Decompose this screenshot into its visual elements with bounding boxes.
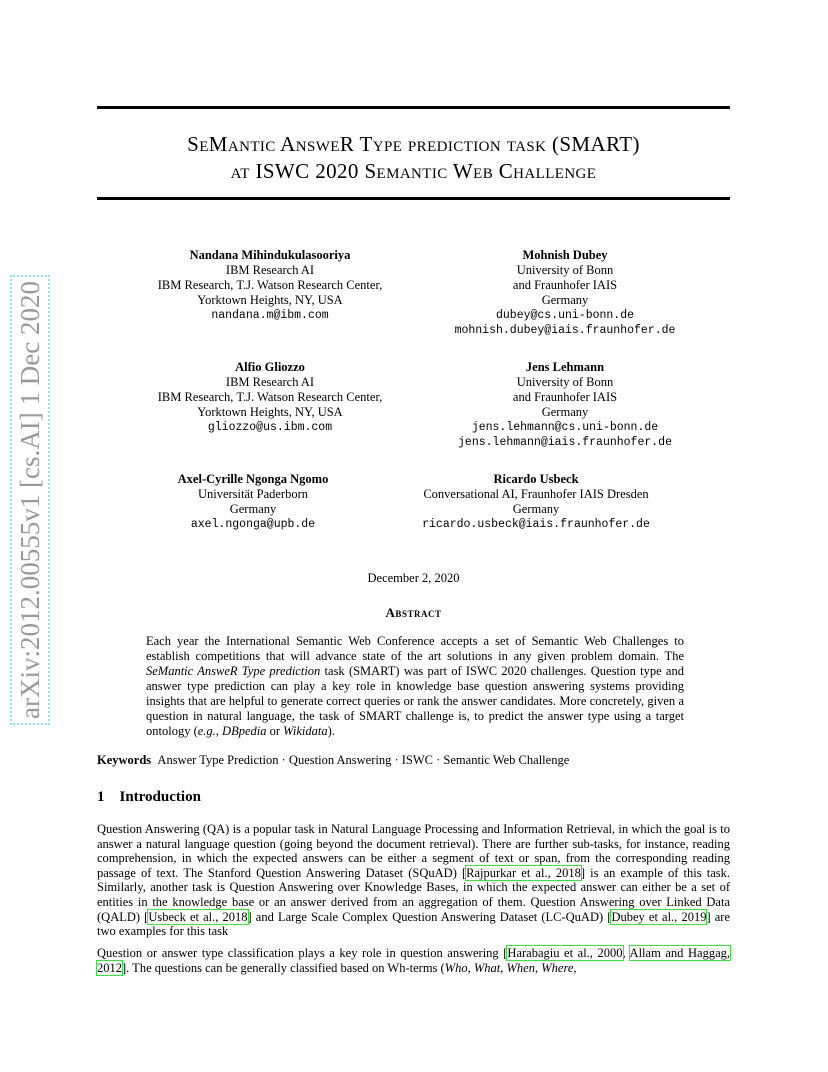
author-affiliation: IBM Research, T.J. Watson Research Center, [157,390,383,404]
arxiv-id: arXiv:2012.00555v1 [cs.AI] 1 Dec 2020 [10,275,50,725]
intro-paragraph-2: Question or answer type classification plays a key role in question answering [Harabagiu et al., 2000, Allam and Haggag, 2012]. The questions can be generally classified based on Wh-terms (Who, What, When, Where, [97,946,730,975]
author-affiliation: Conversational AI, Fraunhofer IAIS Dresden [423,487,649,501]
author-entry [395,360,735,450]
author-affiliation: Germany [229,502,277,516]
author-email[interactable]: jens.lehmann@iais.fraunhofer.de [458,436,672,449]
citation-link[interactable]: Usbeck et al., 2018 [148,909,248,924]
author-affiliation: Germany [541,405,589,419]
keywords-line [97,753,730,768]
abstract-text: Each year the International Semantic Web Conference accepts a set of Semantic Web Challenges to establish competitions that will advance state of the art solutions in any given problem domain. The SeMantic AnsweR Type prediction task (SMART) was part of ISWC 2020 challenges. Question type and answer type prediction can play a key role in knowledge base question answering systems providing insights that are helpful to generate correct queries or rank the answer candidates. More concretely, given a question in natural language, the task of SMART challenge is, to predict the answer type using a target ontology (e.g., DBpedia or Wikidata). [146,634,684,738]
author-name: Mohnish Dubey [522,248,608,262]
keywords-text: Answer Type Prediction · Question Answering · ISWC · Semantic Web Challenge [157,753,570,767]
intro-paragraph-1: Question Answering (QA) is a popular task in Natural Language Processing and Information Retrieval, in which the goal is to answer a natural language question (going beyond the document retrieval). There are further sub-tasks, for instance, reading comprehension, in which the expected answers can be either a segment of text or span, from the corresponding reading passage of text. The Stanford Question Answering Dataset (SQuAD) [Rajpurkar et al., 2018] is an example of this task. Similarly, another task is Question Answering over Knowledge Bases, in which the expected answer can either be a set of entities in the knowledge base or an answer derived from an aggregation of them. Question Answering over Linked Data (QALD) [Usbeck et al., 2018] and Large Scale Complex Question Answering Dataset (LC-QuAD) [Dubey et al., 2019] are two examples for this task [97,822,731,939]
citation-link[interactable]: Dubey et al., 2019 [611,909,707,924]
author-affiliation: and Fraunhofer IAIS [512,390,618,404]
author-email[interactable]: mohnish.dubey@iais.fraunhofer.de [454,324,676,337]
author-email[interactable]: nandana.m@ibm.com [211,309,329,322]
author-affiliation: IBM Research AI [225,263,315,277]
author-affiliation: Universität Paderborn [197,487,309,501]
section-heading: 1 Introduction [97,789,201,805]
author-email[interactable]: dubey@cs.uni-bonn.de [495,309,635,322]
author-entry [366,472,706,532]
title-rule-top [97,106,730,109]
citation-link[interactable]: Harabagiu et al., 2000 [507,946,623,960]
author-affiliation: and Fraunhofer IAIS [512,278,618,292]
author-entry [100,248,440,323]
author-affiliation: Germany [541,293,589,307]
author-affiliation: Yorktown Heights, NY, USA [197,293,343,307]
publication-date: December 2, 2020 [367,571,460,585]
author-email[interactable]: jens.lehmann@cs.uni-bonn.de [471,421,659,434]
author-affiliation: IBM Research AI [225,375,315,389]
author-affiliation: University of Bonn [516,375,614,389]
author-name: Alfio Gliozzo [235,360,305,374]
title-rule-bottom [97,197,730,200]
author-name: Jens Lehmann [525,360,605,374]
author-email[interactable]: ricardo.usbeck@iais.fraunhofer.de [422,518,650,531]
author-email[interactable]: gliozzo@us.ibm.com [207,421,333,434]
citation-link[interactable]: Allam and Haggag, 2012 [97,946,730,975]
arxiv-stamp [10,265,50,735]
author-name: Axel-Cyrille Ngonga Ngomo [177,472,329,486]
author-affiliation: IBM Research, T.J. Watson Research Center, [157,278,383,292]
keywords-label: Keywords [97,753,152,767]
author-name: Nandana Mihindukulasooriya [189,248,351,262]
author-affiliation: Germany [512,502,560,516]
author-entry [100,360,440,435]
author-entry [395,248,735,338]
abstract-heading: Abstract [385,605,442,620]
citation-link[interactable]: Rajpurkar et al., 2018 [466,865,581,880]
author-affiliation: Yorktown Heights, NY, USA [197,405,343,419]
author-name: Ricardo Usbeck [493,472,579,486]
author-email[interactable]: axel.ngonga@upb.de [190,518,316,531]
paper-title-line-2: at ISWC 2020 Semantic Web Challenge [230,159,597,183]
author-affiliation: University of Bonn [516,263,614,277]
paper-title-line-1: SeMantic AnsweR Type prediction task (SMART) [187,132,640,156]
